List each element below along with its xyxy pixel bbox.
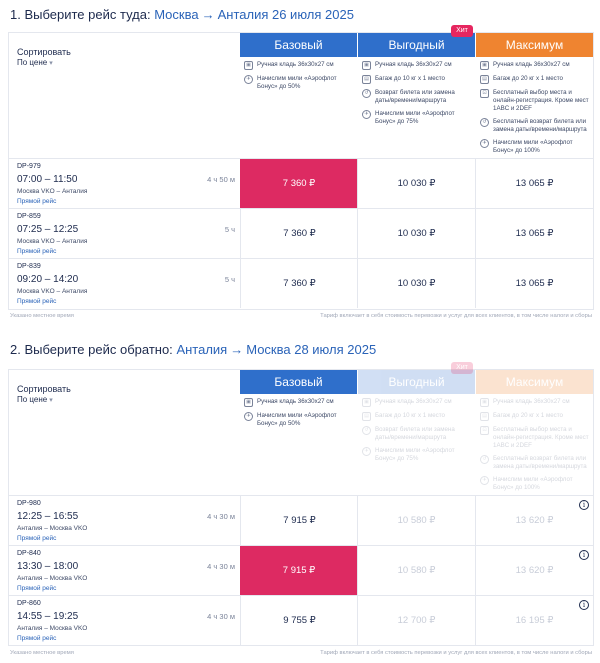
feature-text: Бесплатный выбор места и онлайн-регистрация. Кроме мест 1ABC и 2DEF xyxy=(493,426,589,449)
sort-dropdown[interactable] xyxy=(17,395,53,404)
outbound-title-prefix: 1. Выберите рейс туда: xyxy=(10,7,151,22)
feature-text: Бесплатный возврат билета или замена даты/времени/маршрута xyxy=(493,455,587,470)
feature-item xyxy=(480,426,590,450)
bag-icon: ▣ xyxy=(362,398,371,407)
tariff-header-base[interactable]: Базовый xyxy=(240,33,357,57)
tariff-header-max[interactable]: Максимум xyxy=(476,370,593,394)
flight-row xyxy=(9,495,593,545)
tariff-header-max[interactable]: Максимум xyxy=(476,33,593,57)
direct-flight-link[interactable]: Прямой рейс xyxy=(17,635,57,642)
feature-text: Бесплатный выбор места и онлайн-регистрация. Кроме мест 1ABC и 2DEF xyxy=(493,89,589,112)
refund-icon: ↺ xyxy=(362,89,371,98)
flight-times: 14:55 – 19:25 xyxy=(17,611,79,622)
flight-duration: 4 ч 50 м xyxy=(207,175,235,184)
direct-flight-link[interactable]: Прямой рейс xyxy=(17,585,57,592)
info-icon[interactable]: i xyxy=(579,500,589,510)
feature-text: Багаж до 20 кг x 1 место xyxy=(493,412,563,419)
direct-flight-link[interactable]: Прямой рейс xyxy=(17,298,57,305)
feature-text: Возврат билета или замена даты/времени/маршрута xyxy=(375,426,455,441)
flight-times: 13:30 – 18:00 xyxy=(17,561,79,572)
miles-icon: ✈ xyxy=(362,110,371,119)
arrow-icon: → xyxy=(201,7,215,22)
sort-label: Сортировать xyxy=(17,384,71,394)
outbound-table xyxy=(8,27,594,310)
sort-dropdown-value: По цене xyxy=(17,58,48,67)
feature-item xyxy=(480,61,590,70)
direct-flight-link[interactable]: Прямой рейс xyxy=(17,248,57,255)
flight-number: DP-980 xyxy=(17,500,41,507)
price-base-selected[interactable]: 7 360 ₽ xyxy=(240,159,358,208)
price-max[interactable]: 16 195 ₽ xyxy=(475,596,593,645)
feature-text: Ручная кладь 36x30x27 см xyxy=(375,61,452,68)
sort-dropdown[interactable] xyxy=(17,58,53,67)
suitcase-icon: ▤ xyxy=(480,75,489,84)
feature-text: Ручная кладь 36x30x27 см xyxy=(493,61,570,68)
flight-times: 09:20 – 14:20 xyxy=(17,274,79,285)
flight-times: 12:25 – 16:55 xyxy=(17,511,79,522)
price-max[interactable]: 13 620 ₽ xyxy=(475,546,593,595)
tariff-features-max xyxy=(480,61,590,160)
bag-icon: ▣ xyxy=(480,398,489,407)
direct-flight-link[interactable]: Прямой рейс xyxy=(17,535,57,542)
price-optimal[interactable]: 12 700 ₽ xyxy=(357,596,475,645)
flight-times: 07:25 – 12:25 xyxy=(17,224,79,235)
feature-item xyxy=(244,61,354,70)
feature-item xyxy=(362,447,472,463)
flight-number: DP-839 xyxy=(17,263,41,270)
seat-icon: ⊡ xyxy=(480,426,489,435)
feature-text: Бесплатный возврат билета или замена даты/времени/маршрута xyxy=(493,118,587,133)
sort-dropdown-value: По цене xyxy=(17,395,48,404)
tariff-header-optimal[interactable]: Выгодный xyxy=(358,33,475,57)
flight-route: Москва VKO – Анталия xyxy=(17,188,88,195)
arrow-icon: → xyxy=(230,342,244,357)
flight-number: DP-860 xyxy=(17,600,41,607)
miles-icon: ✈ xyxy=(244,75,253,84)
feature-item xyxy=(362,412,472,421)
feature-text: Начислим мили «Аэрофлот Бонус» до 75% xyxy=(375,447,455,462)
price-optimal[interactable]: 10 580 ₽ xyxy=(357,496,475,545)
outbound-from-link[interactable]: Москва xyxy=(154,7,199,22)
tariff-features-max xyxy=(480,398,590,497)
hit-badge: Хит xyxy=(451,25,473,37)
sort-label: Сортировать xyxy=(17,47,71,57)
feature-item xyxy=(362,61,472,70)
feature-item xyxy=(480,455,590,471)
feature-item xyxy=(480,398,590,407)
bag-icon: ▣ xyxy=(480,61,489,70)
feature-text: Багаж до 10 кг x 1 место xyxy=(375,412,445,419)
flight-route: Анталия – Москва VKO xyxy=(17,625,88,632)
feature-item xyxy=(362,89,472,105)
feature-item xyxy=(480,476,590,492)
tariff-features-base xyxy=(244,398,354,433)
miles-icon: ✈ xyxy=(480,139,489,148)
flight-number: DP-979 xyxy=(17,163,41,170)
feature-item xyxy=(244,75,354,91)
outbound-to-date-link[interactable]: Анталия 26 июля 2025 xyxy=(217,7,354,22)
price-base-selected[interactable]: 7 915 ₽ xyxy=(240,546,358,595)
feature-text: Ручная кладь 36x30x27 см xyxy=(257,398,334,405)
bag-icon: ▣ xyxy=(244,398,253,407)
tariff-features-optimal xyxy=(362,61,472,131)
chevron-down-icon: ▾ xyxy=(49,397,53,404)
hit-badge: Хит xyxy=(451,362,473,374)
inbound-title-prefix: 2. Выберите рейс обратно: xyxy=(10,342,173,357)
feature-item xyxy=(362,75,472,84)
feature-text: Багаж до 20 кг x 1 место xyxy=(493,75,563,82)
direct-flight-link[interactable]: Прямой рейс xyxy=(17,198,57,205)
flight-row xyxy=(9,208,593,258)
feature-item xyxy=(480,118,590,134)
feature-text: Начислим мили «Аэрофлот Бонус» до 100% xyxy=(493,476,573,491)
flight-row xyxy=(9,158,593,208)
feature-text: Ручная кладь 36x30x27 см xyxy=(493,398,570,405)
feature-item xyxy=(362,110,472,126)
price-max[interactable]: 13 620 ₽ xyxy=(475,496,593,545)
feature-item xyxy=(244,398,354,407)
flight-times: 07:00 – 11:50 xyxy=(17,174,78,185)
suitcase-icon: ▤ xyxy=(362,75,371,84)
flight-duration: 5 ч xyxy=(224,225,235,234)
price-optimal[interactable]: 10 030 ₽ xyxy=(357,159,475,208)
price-base[interactable]: 7 360 ₽ xyxy=(240,259,358,308)
feature-text: Багаж до 10 кг x 1 место xyxy=(375,75,445,82)
feature-text: Ручная кладь 36x30x27 см xyxy=(257,61,334,68)
feature-item xyxy=(362,398,472,407)
bag-icon: ▣ xyxy=(244,61,253,70)
flight-duration: 5 ч xyxy=(224,275,235,284)
feature-item xyxy=(244,412,354,428)
miles-icon: ✈ xyxy=(362,447,371,456)
inbound-table xyxy=(8,364,594,646)
price-base[interactable]: 9 755 ₽ xyxy=(240,596,358,645)
feature-text: Начислим мили «Аэрофлот Бонус» до 50% xyxy=(257,75,337,90)
price-optimal[interactable]: 10 030 ₽ xyxy=(357,209,475,258)
flight-route: Анталия – Москва VKO xyxy=(17,575,88,582)
flight-route: Москва VKO – Анталия xyxy=(17,288,88,295)
feature-text: Ручная кладь 36x30x27 см xyxy=(375,398,452,405)
miles-icon: ✈ xyxy=(244,412,253,421)
feature-item xyxy=(480,139,590,155)
inbound-to-date-link[interactable]: Москва 28 июля 2025 xyxy=(246,342,377,357)
feature-text: Начислим мили «Аэрофлот Бонус» до 50% xyxy=(257,412,337,427)
feature-item xyxy=(480,75,590,84)
miles-icon: ✈ xyxy=(480,476,489,485)
price-base[interactable]: 7 915 ₽ xyxy=(240,496,358,545)
inbound-from-link[interactable]: Анталия xyxy=(176,342,228,357)
flight-number: DP-859 xyxy=(17,213,41,220)
local-time-note: Указано местное время xyxy=(10,313,74,319)
chevron-down-icon: ▾ xyxy=(49,60,53,67)
outbound-title xyxy=(10,7,354,22)
local-time-note: Указано местное время xyxy=(10,650,74,656)
price-optimal[interactable]: 10 030 ₽ xyxy=(357,259,475,308)
suitcase-icon: ▤ xyxy=(362,412,371,421)
info-icon[interactable]: i xyxy=(579,600,589,610)
flight-number: DP-840 xyxy=(17,550,41,557)
refund-icon: ↺ xyxy=(480,118,489,127)
flight-duration: 4 ч 30 м xyxy=(207,562,235,571)
feature-text: Начислим мили «Аэрофлот Бонус» до 75% xyxy=(375,110,455,125)
price-max[interactable]: 13 065 ₽ xyxy=(475,259,593,308)
flight-duration: 4 ч 30 м xyxy=(207,612,235,621)
price-max[interactable]: 13 065 ₽ xyxy=(475,159,593,208)
tariff-note: Тариф включает в себя стоимость перевозки и услуг для всех клиентов, в том числе налоги и сборы xyxy=(320,650,592,656)
price-optimal[interactable]: 10 580 ₽ xyxy=(357,546,475,595)
inbound-title xyxy=(10,342,376,357)
bag-icon: ▣ xyxy=(362,61,371,70)
feature-text: Начислим мили «Аэрофлот Бонус» до 100% xyxy=(493,139,573,154)
flight-row xyxy=(9,595,593,645)
tariff-header-optimal[interactable]: Выгодный xyxy=(358,370,475,394)
tariff-features-optimal xyxy=(362,398,472,468)
feature-item xyxy=(480,412,590,421)
flight-route: Анталия – Москва VKO xyxy=(17,525,88,532)
feature-text: Возврат билета или замена даты/времени/маршрута xyxy=(375,89,455,104)
price-max[interactable]: 13 065 ₽ xyxy=(475,209,593,258)
feature-item xyxy=(362,426,472,442)
price-base[interactable]: 7 360 ₽ xyxy=(240,209,358,258)
suitcase-icon: ▤ xyxy=(480,412,489,421)
tariff-note: Тариф включает в себя стоимость перевозки и услуг для всех клиентов, в том числе налоги и сборы xyxy=(320,313,592,319)
flight-duration: 4 ч 30 м xyxy=(207,512,235,521)
feature-item xyxy=(480,89,590,113)
flight-row xyxy=(9,545,593,595)
tariff-header-base[interactable]: Базовый xyxy=(240,370,357,394)
refund-icon: ↺ xyxy=(362,426,371,435)
seat-icon: ⊡ xyxy=(480,89,489,98)
tariff-features-base xyxy=(244,61,354,96)
info-icon[interactable]: i xyxy=(579,550,589,560)
refund-icon: ↺ xyxy=(480,455,489,464)
flight-row xyxy=(9,258,593,308)
flight-route: Москва VKO – Анталия xyxy=(17,238,88,245)
